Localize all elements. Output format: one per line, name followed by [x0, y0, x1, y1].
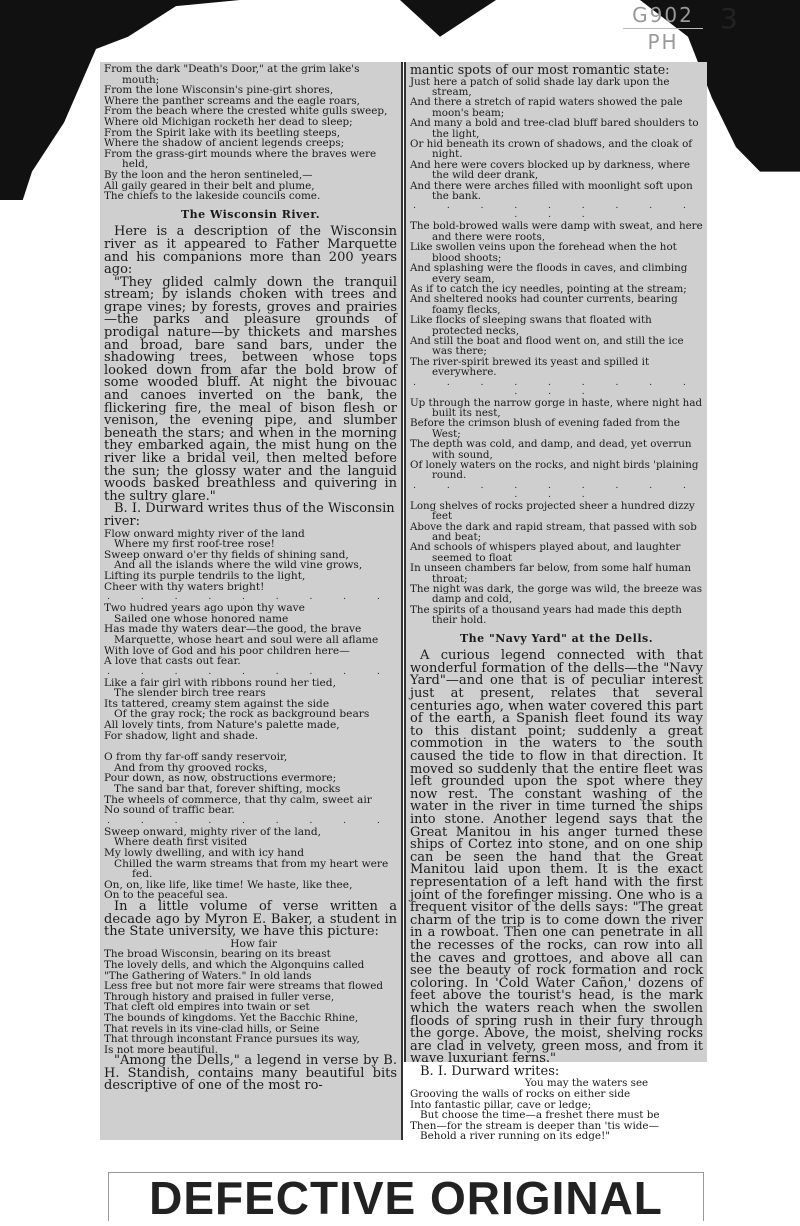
verse-line: No sound of traffic bear. — [104, 804, 235, 817]
verse-line: The chiefs to the lakeside councils come. — [104, 190, 321, 203]
verse-line: And all the islands where the wild vine grows, — [114, 559, 363, 572]
verse-line: The bounds of kingdoms. Yet the Bacchic Rhine, — [104, 1011, 359, 1024]
verse-line: Where my first roof-tree rose! — [114, 538, 275, 551]
verse-line: Where the shadow of ancient legends creeps; — [104, 137, 345, 150]
verse-line: Of the gray rock; the rock as background bears — [114, 708, 370, 721]
stanza-separator: . . . . . . . . . — [107, 666, 394, 677]
verse-line: By the loon and the heron sentineled,— — [104, 168, 313, 181]
verse-line: On to the peaceful sea. — [104, 889, 229, 902]
verse-line: And sheltered nooks had counter currents, bearing foamy flecks, — [410, 293, 678, 316]
verse-line: Lifting its purple tendrils to the light, — [104, 569, 306, 582]
verse-line: Where the panther screams and the eagle roars, — [104, 94, 360, 107]
navy-yard-paragraph: A curious legend connected with that wonderful formation of the dells—the "Navy Yard"—and one that is of peculiar interest just at present, relates that several centuries ago, when water covered this part of the earth, a Spanish fleet found its way to this distant point; suddenly a great commotion in the waters to the south caused the tide to flow in that direction. It moved so suddenly that the entire fleet was left grounded upon the spot where they now rest. The constant washing of the water in the river in time turned the ships into stone. Another legend says that the Great Manitou in his anger turned these ships of Cortez into stone, and on one ship can be seen the hand that the Great Manitou laid upon them. It is the exact representation of a left hand with the first joint of the forefinger missing. One who is a frequent visitor of the dells says: "The great charm of the trip is to come down the river in a rowboat. Then one can penetrate in all the recesses of the rocks, can row into all the caves and grottoes, and above all can see the beauty of rock formation and rock coloring. In 'Cold Water Cañon,' dozens of feet above the tourist's head, is the mark which the waters reach when the swollen floods of spring rush in their fury through the gorge. Above, the moist, shelving rocks are clad in velvety, green moss, and from it wave luxuriant ferns." — [410, 648, 703, 1067]
verse-line: Through history and praised in fuller verse, — [104, 990, 335, 1003]
section-heading: The Wisconsin River. — [180, 207, 321, 221]
verse-line: And splashing were the floods in caves, and climbing every seam, — [410, 262, 688, 285]
verse-line: And many a bold and tree-clad bluff bared shoulders to the light, — [410, 117, 699, 140]
verse-line: Sweep onward, mighty river of the land, — [104, 825, 322, 838]
verse-line: My lowly dwelling, and with icy hand — [104, 847, 305, 859]
verse-line: Grooving the walls of rocks on either side — [410, 1088, 631, 1101]
stanza-separator: . . . . . . . . . — [107, 592, 394, 603]
durward-intro: B. I. Durward writes thus of the Wisconsin river: — [104, 501, 395, 529]
durward-intro: B. I. Durward writes: — [420, 1063, 560, 1079]
verse-line: From the grass-girt mounds where the braves were held, — [104, 147, 377, 171]
intro-paragraph: Here is a description of the Wisconsin river as it appeared to Father Marquette and his companions more than 200 years ago: — [104, 224, 397, 278]
verse-line: Like flocks of sleeping swans that floated with protected necks, — [410, 314, 652, 337]
continuation-line: mantic spots of our most romantic state: — [410, 62, 670, 77]
verse-line: From the Spirit lake with its beetling steeps, — [104, 126, 341, 139]
archive-mark — [618, 4, 708, 53]
verse-line: Chilled the warm streams that from my heart were fed. — [114, 857, 389, 881]
archive-mark-bottom: PH — [647, 30, 679, 54]
verse-line: From the lone Wisconsin's pine-girt shores, — [104, 84, 334, 97]
dells-intro: "Among the Dells," a legend in verse by B. H. Standish, contains many beautiful bits descriptive of one of the most ro- — [104, 1053, 397, 1094]
verse-line: For shadow, light and shade. — [104, 729, 259, 742]
verse-line: Has made thy waters dear—the good, the brave — [104, 623, 362, 636]
verse-line: Where old Michigan rocketh her dead to sleep; — [104, 115, 353, 128]
archive-mark-top: G902 — [632, 3, 694, 27]
verse-line: The sand bar that, forever shifting, mocks — [114, 783, 341, 796]
verse-line: The river-spirit brewed its yeast and spilled it everywhere. — [410, 355, 650, 379]
verse-line: Like swollen veins upon the forehead when the hot blood shoots; — [410, 241, 677, 264]
verse-line: With love of God and his poor children here— — [104, 644, 350, 657]
verse-line: A love that casts out fear. — [104, 655, 241, 668]
verse-line: The night was dark, the gorge was wild, the breeze was damp and cold, — [410, 583, 703, 606]
stanza-separator: . . . . . . . . . . . . — [413, 480, 700, 500]
verse-line: And from thy grooved rocks, — [114, 761, 268, 774]
verse-line: That revels in its vine-clad hills, or Seine — [104, 1022, 320, 1035]
opening-verse — [104, 64, 397, 202]
verse-line: Before the crimson blush of evening faded from the West; — [410, 417, 680, 440]
baker-poem — [104, 949, 397, 1055]
verse-line: Just here a patch of solid shade lay dark upon the stream, — [410, 75, 670, 98]
verse-line: The bold-browed walls were damp with sweat, and here and there were roots, — [410, 220, 703, 243]
verse-line: Long shelves of rocks projected sheer a hundred dizzy feet — [410, 499, 695, 523]
verse-line: Where death first visited — [114, 836, 248, 849]
verse-line: Cheer with thy waters bright! — [104, 580, 265, 593]
verse-line: Sailed one whose honored name — [114, 612, 289, 625]
right-column-clipping — [404, 62, 707, 1143]
verse-line: The depth was cold, and damp, and dead, yet overrun with sound, — [410, 438, 692, 461]
verse-line: In unseen chambers far below, from some half human throat; — [410, 562, 692, 585]
verse-line: From the dark "Death's Door," at the grim lake's mouth; — [104, 63, 360, 86]
verse-line: Flow onward mighty river of the land — [104, 527, 305, 540]
verse-line: Its tattered, creamy stem against the side — [104, 697, 330, 710]
durward-poem — [104, 529, 397, 901]
verse-line: "The Gathering of Waters." In old lands — [104, 969, 312, 982]
baker-intro: In a little volume of verse written a decade ago by Myron E. Baker, a student in the State university, we have this picture: — [104, 898, 397, 940]
verse-line: Or hid beneath its crown of shadows, and the cloak of night. — [410, 138, 693, 161]
verse-line: Behold a river running on its edge!" — [420, 1130, 611, 1143]
verse-line: Into fantastic pillar, cave or ledge; — [410, 1098, 592, 1111]
verse-line: The broad Wisconsin, bearing on its breast — [104, 948, 331, 961]
verse-line: The spirits of a thousand years had made this depth their hold. — [410, 603, 682, 627]
stanza-separator — [104, 742, 397, 751]
verse-line: All lovely tints, from Nature's palette made, — [104, 719, 340, 732]
marquette-quote: "They glided calmly down the tranquil stream; by islands choken with trees and grape vines; by forests, groves and prairies—the parks and pleasure grounds of prodigal nature—by thickets and marshes and broad, bare sand bars, under the shadowing trees, between whose tops looked down from afar the bold brow of some wooded bluff. At night the bivouac and canoes inverted on the bank, the flickering fire, the meal of bison flesh or venison, the evening pipe, and slumber beneath the stars; and when in the morning they embarked again, the mist hung on the river like a bridal veil, then melted before the sun; the glossy water and the languid woods basked breathless and quivering in the sultry glare." — [104, 274, 397, 504]
verse-line: The slender birch tree rears — [114, 687, 266, 700]
verse-line: And there were arches filled with moonlight soft upon the bank. — [410, 179, 693, 203]
verse-line: Two hudred years ago upon thy wave — [104, 602, 305, 615]
verse-line: Above the dark and rapid stream, that passed with sob and beat; — [410, 520, 697, 544]
standish-poem — [410, 77, 703, 626]
stanza-separator: . . . . . . . . . . . . — [413, 201, 700, 221]
verse-line: How fair — [230, 937, 277, 950]
verse-line: Marquette, whose heart and soul were all aflame — [114, 633, 379, 646]
verse-line: Then—for the stream is deeper than 'tis wide— — [410, 1119, 659, 1132]
verse-line: Pour down, as now, obstructions evermore; — [104, 772, 337, 785]
defective-original-banner: DEFECTIVE ORIGINAL — [108, 1172, 704, 1221]
verse-line: Up through the narrow gorge in haste, where night had built its nest, — [410, 396, 703, 419]
stanza-separator: . . . . . . . . . . . . — [413, 377, 700, 397]
durward-closing-verse — [410, 1089, 703, 1142]
verse-line: That cleft old empires into twain or set — [104, 1001, 310, 1014]
verse-line: And there a stretch of rapid waters showed the pale moon's beam; — [410, 96, 683, 119]
verse-line: From the beach where the crested white gulls sweep, — [104, 105, 388, 118]
page-number: 3 — [720, 2, 738, 35]
verse-line: Like a fair girl with ribbons round her tied, — [104, 676, 336, 689]
verse-line: Less free but not more fair were streams that flowed — [104, 980, 384, 993]
verse-line: O from thy far-off sandy reservoir, — [104, 751, 288, 764]
section-heading: The "Navy Yard" at the Dells. — [459, 631, 654, 645]
verse-line: Is not more beautiful. — [104, 1043, 219, 1056]
left-column-clipping — [100, 62, 403, 1140]
verse-line: The lovely dells, and which the Algonquins called — [104, 958, 365, 971]
archive-mark-divider — [623, 28, 703, 29]
stanza-separator: . . . . . . . . . — [107, 815, 394, 826]
verse-line: The wheels of commerce, that thy calm, sweet air — [104, 793, 372, 806]
verse-line: But choose the time—a freshet there must be — [420, 1109, 660, 1122]
verse-line: That through inconstant France pursues its way, — [104, 1033, 360, 1046]
verse-line: And here were covers blocked up by darkness, where the wild deer drank, — [410, 158, 691, 182]
verse-line: Sweep onward o'er thy fields of shining sand, — [104, 548, 349, 561]
verse-line: And schools of whispers played about, and laughter seemed to float — [410, 541, 681, 564]
verse-line: On, on, like life, like time! We haste, like thee, — [104, 878, 353, 891]
verse-line: Of lonely waters on the rocks, and night birds 'plaining round. — [410, 459, 699, 482]
verse-line: As if to catch the icy needles, pointing at the stream; — [410, 282, 687, 295]
verse-line: And still the boat and flood went on, and still the ice was there; — [410, 334, 684, 358]
verse-line: You may the waters see — [524, 1077, 649, 1090]
verse-line: All gaily geared in their belt and plume, — [104, 179, 315, 192]
